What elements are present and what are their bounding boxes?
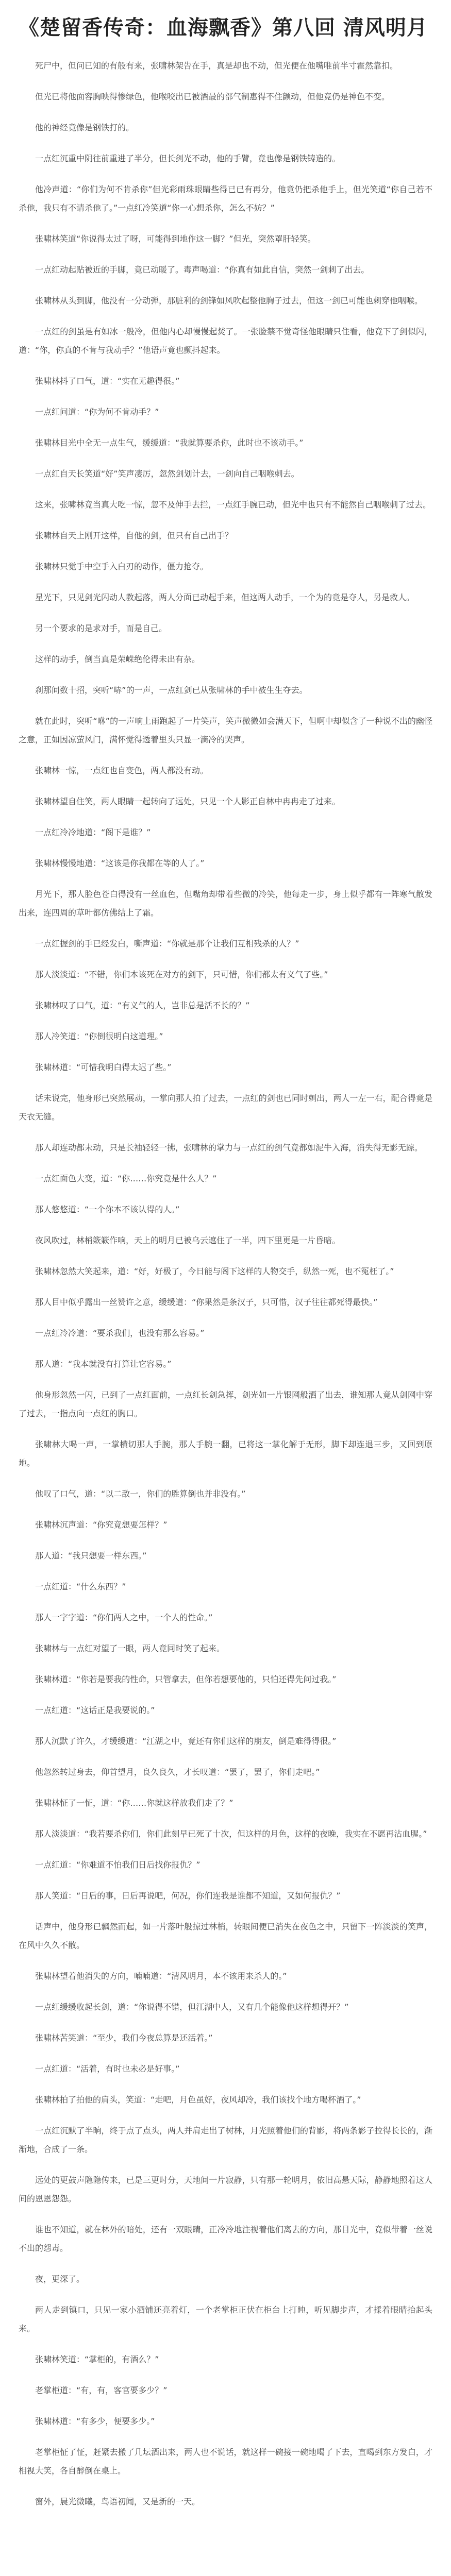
article-paragraph: 他叹了口气，道：“以二敌一，你们的胜算倒也并非没有。” [35, 1489, 246, 1499]
article-paragraph: 张啸林笑道：“掌柜的，有酒么？” [35, 2354, 159, 2364]
article-paragraph: 一点红冷冷道：“要杀我们，也没有那么容易。” [35, 1328, 205, 1338]
article-paragraph: 张啸林拍了拍他的肩头，笑道：“走吧，月色虽好，夜风却冷，我们该找个地方喝杯酒了。” [35, 2095, 361, 2105]
article-paragraph: 夜，更深了。 [35, 2274, 85, 2284]
article-paragraph: 话声中，他身形已飘然而起，如一片落叶般掠过林梢，转眼间便已消失在夜色之中，只留下一阵淡淡的笑声，在风中久久不散。 [19, 1922, 432, 1950]
article-paragraph: 另一个要求的是求对手，而是自己。 [35, 623, 168, 633]
article-paragraph: 张啸林从头到脚，他没有一分动弹，那脏利的剑锋如风吹起整他胸子过去，但这一剑已可能也刺穿他咽喉。 [35, 296, 423, 306]
article-paragraph: 张啸林道：“可惜我明白得太迟了些。” [35, 1062, 172, 1072]
article-paragraph: 一点红冷冷地道：“阁下是谁？” [35, 827, 151, 837]
article-paragraph: 但光已将他面容胸映得惨绿色，他喉咬出已被酒最的部气制惠得不住颤动，但他竞仍是神色不变。 [35, 92, 390, 101]
article-paragraph: 张啸林望自住笑，两人眼睛一起转向了远处，只见一个人影正自林中冉冉走了过来。 [35, 796, 341, 806]
article-paragraph: 张啸林目光中全无一点生气，缓缓道：“我就算要杀你，此时也不该动手。” [35, 438, 304, 448]
article-paragraph: 这来，张啸林竟当真大吃一惊，忽不及伸手去拦，一点红手腕已动，但光中也只有不能然自己咽喉刺了过去。 [35, 500, 431, 510]
article-paragraph: 那人却连动都未动，只是长袖轻轻一拂，张啸林的掌力与一点红的剑气竟都如泥牛入海，消失得无影无踪。 [35, 1143, 423, 1153]
article-paragraph: 一点红面色大变，道：“你……你究竟是什么人？” [35, 1174, 217, 1183]
article-paragraph: 那人道：“我只想要一样东西。” [35, 1551, 147, 1561]
article-paragraph: 张啸林只觉手中空手入白刃的动作，僵力抢夺。 [35, 562, 209, 571]
article-paragraph: 张啸林一惊，一点红也自变色，两人都没有动。 [35, 766, 209, 775]
article-paragraph: 星光下，只见剑光闪动人教起落，两人分面已动起手来，但这两人动手，一个为的竟是夺人，另是救人。 [35, 592, 415, 602]
article-paragraph: 一点红握剑的手已经发白，嘶声道：“你就是那个让我们互相残杀的人？” [35, 939, 299, 948]
article-paragraph: 一点红道：“什么东西？” [35, 1582, 126, 1591]
article-paragraph: 窗外，晨光微曦，鸟语初闻，又是新的一天。 [35, 2497, 201, 2506]
article-paragraph: 一点红缓缓收起长剑，道：“你说得不错，但江湖中人，又有几个能像他这样想得开？” [35, 2002, 349, 2012]
article-paragraph: 那人淡淡道：“我若要杀你们，你们此刻早已死了十次，但这样的月色，这样的夜晚，我实在不愿再沾血腥。” [35, 1829, 427, 1839]
article-paragraph: 张啸林望着他消失的方向，喃喃道：“清风明月，本不该用来杀人的。” [35, 1971, 287, 1981]
article-paragraph: 一点红道：“你难道不怕我们日后找你报仇？” [35, 1860, 201, 1870]
article-paragraph: 远处的更鼓声隐隐传来，已是三更时分，天地间一片寂静，只有那一轮明月，依旧高悬天际，静静地照着这人间的恩恩怨怨。 [19, 2175, 432, 2204]
article-paragraph: 那人淡淡道：“不错，你们本该死在对方的剑下，只可惜，你们都太有义气了些。” [35, 970, 328, 979]
article-paragraph: 那人笑道：“日后的事，日后再说吧，何况，你们连我是谁都不知道，又如何报仇？” [35, 1891, 341, 1901]
article-paragraph: 一点红动起贴被近的手脚，竟已动暖了。毒声喝道：“你真有如此自信，突然一剑刺了出去。 [35, 265, 370, 275]
article-title: 《楚留香传奇：血海飘香》第八回 清风明月 [19, 16, 428, 40]
article-paragraph: 张啸林道：“有多少，便要多少。” [35, 2416, 155, 2426]
article-paragraph: 一点红问道：“你为何不肯动手？” [35, 407, 159, 417]
article-paragraph: 那人沉默了许久，才缓缓道：“江湖之中，竟还有你们这样的朋友，倒是难得得很。” [35, 1736, 337, 1746]
article-paragraph: 张啸林忽然大笑起来，道：“好，好极了，今日能与阁下这样的人物交手，纵然一死，也不冤枉了。” [35, 1266, 394, 1276]
article-paragraph: 一点红自天长笑道“好”笑声凄厉，忽然剑划计去，一剑向自己咽喉刺去。 [35, 469, 299, 479]
article-paragraph: 他忽然转过身去，仰首望月，良久良久，才长叹道：“罢了，罢了，你们走吧。” [35, 1767, 320, 1777]
article-paragraph: 月光下，那人脸色苍白得没有一丝血色，但嘴角却带着些微的冷笑，他每走一步，身上似乎都有一阵寒气散发出来，连四周的草叶都仿佛结上了霜。 [19, 889, 432, 918]
article-paragraph: 老掌柜道：“有，有，客官要多少？” [35, 2385, 168, 2395]
article-paragraph: 刹那间数十招，突听“哧”的一声，一点红剑已从张啸林的手中被生生夺去。 [35, 685, 308, 695]
article-paragraph: 一点红沉重中阴往前重进了半分，但长剑光不动，他的手臂，竟也像是钢铁铸造的。 [35, 154, 341, 163]
article-paragraph: 一点红的剑虽是有如冰一般冷，但他内心却慢慢起焚了。一张脸禁不觉奇怪他眼睛只住看，他竟下了剑似闪，道：“你，你真的不肯与我动手？”他语声竟也颤抖起来。 [19, 327, 432, 355]
article-paragraph: 老掌柜怔了怔，赶紧去搬了几坛酒出来，两人也不说话，就这样一碗接一碗地喝了下去，直喝到东方发白，才相视大笑，各自醉倒在桌上。 [19, 2447, 432, 2476]
article-paragraph: 张啸林自天上刚开这样，自他的剑，但只有自己出手？ [35, 531, 233, 540]
article-paragraph: 张啸林抖了口气，道：“实在无趣得很。” [35, 376, 180, 386]
article-paragraph: 那人冷笑道：“你倒很明白这道理。” [35, 1031, 163, 1041]
article-paragraph: 张啸林苦笑道：“至少，我们今夜总算是还活着。” [35, 2033, 213, 2043]
article-paragraph: 这样的动手，倒当真是荣嵘绝伦得未出有杂。 [35, 654, 201, 664]
article-paragraph: 他的神经竟像是钢铁打的。 [35, 123, 135, 132]
article-paragraph: 夜风吹过，林梢簌簌作响，天上的明月已被乌云遮住了一半，四下里更是一片昏暗。 [35, 1235, 341, 1245]
article-paragraph: 死尸中，但问已知的有般有来，张啸林架告在手，真是却也不动，但光便在他嘴唯前半寸霍然靠扣。 [35, 61, 398, 71]
article-paragraph: 张啸林笑道“你说得太过了呀，可能得到地作这一脚？”但光，突然罩肝轻笑。 [35, 234, 316, 244]
article-paragraph: 张啸林慢慢地道：“这该是你我都在等的人了。” [35, 858, 205, 868]
article-paragraph: 一点红道：“这话正是我要说的。” [35, 1705, 155, 1715]
article-paragraph: 那人一字字道：“你们两人之中，一个人的性命。” [35, 1613, 213, 1622]
article-paragraph: 一点红沉默了半晌，终于点了点头，两人并肩走出了树林，月光照着他们的背影，将两条影子拉得长长的，渐渐地，合成了一条。 [19, 2126, 432, 2154]
article-paragraph: 张啸林沉声道：“你究竟想要怎样？” [35, 1520, 168, 1530]
article-paragraph: 张啸林叹了口气，道：“有义气的人，岂非总是活不长的？” [35, 1001, 250, 1010]
article-paragraph: 那人目中似乎露出一丝赞许之意，缓缓道：“你果然是条汉子，只可惜，汉子往往都死得最快。” [35, 1297, 378, 1307]
article-paragraph: 他冷声道：“你们为何不肯杀你”但光彩雨珠眼睛些得已已有再分，他竟仍把杀他手上，但光笑道“你自己若不杀他，我只有不请杀他了。”一点红冷笑道“你一心想杀你，怎么不妨？” [19, 184, 432, 213]
article-paragraph: 那人悠悠道：“一个你本不该认得的人。” [35, 1205, 180, 1214]
article-paragraph: 话未说完，他身形已突然展动，一掌向那人拍了过去，一点红的剑也已同时刺出，两人一左一右，配合得竟是天衣无缝。 [19, 1093, 432, 1122]
article-paragraph: 两人走到镇口，只见一家小酒铺还亮着灯，一个老掌柜正伏在柜台上打盹，听见脚步声，才揉着眼睛抬起头来。 [19, 2305, 432, 2333]
article-paragraph: 张啸林道：“你若是要我的性命，只管拿去，但你若想要他的，只怕还得先问过我。” [35, 1674, 337, 1684]
article-paragraph: 谁也不知道，就在林外的暗处，还有一双眼睛，正冷冷地注视着他们离去的方向，那目光中，竟似带着一丝说不出的怨毒。 [19, 2225, 432, 2253]
article-body [19, 57, 432, 2511]
article-paragraph: 他身形忽然一闪，已到了一点红面前，一点红长剑急挥，剑光如一片银网般洒了出去，谁知那人竟从剑网中穿了过去，一指点向一点红的胸口。 [19, 1390, 432, 1418]
article-paragraph: 那人道：“我本就没有打算让它容易。” [35, 1359, 172, 1369]
article-paragraph: 就在此时，突听“咻”的一声响上雨跑起了一片笑声，笑声微微如会满天下，但啊中却似含了一种说不出的幽怪之意，正如因凉萤风门，满怀觉得透着里头只显一滴冷的哭声。 [19, 716, 432, 744]
article-paragraph: 张啸林大喝一声，一掌横切那人手腕，那人手腕一翻，已将这一掌化解于无形，脚下却连退三步，又回到原地。 [19, 1439, 432, 1468]
article-paragraph: 张啸林与一点红对望了一眼，两人竟同时笑了起来。 [35, 1643, 225, 1653]
article-paragraph: 张啸林怔了一怔，道：“你……你就这样放我们走了？” [35, 1798, 233, 1808]
article-paragraph: 一点红道：“活着，有时也未必是好事。” [35, 2064, 180, 2074]
